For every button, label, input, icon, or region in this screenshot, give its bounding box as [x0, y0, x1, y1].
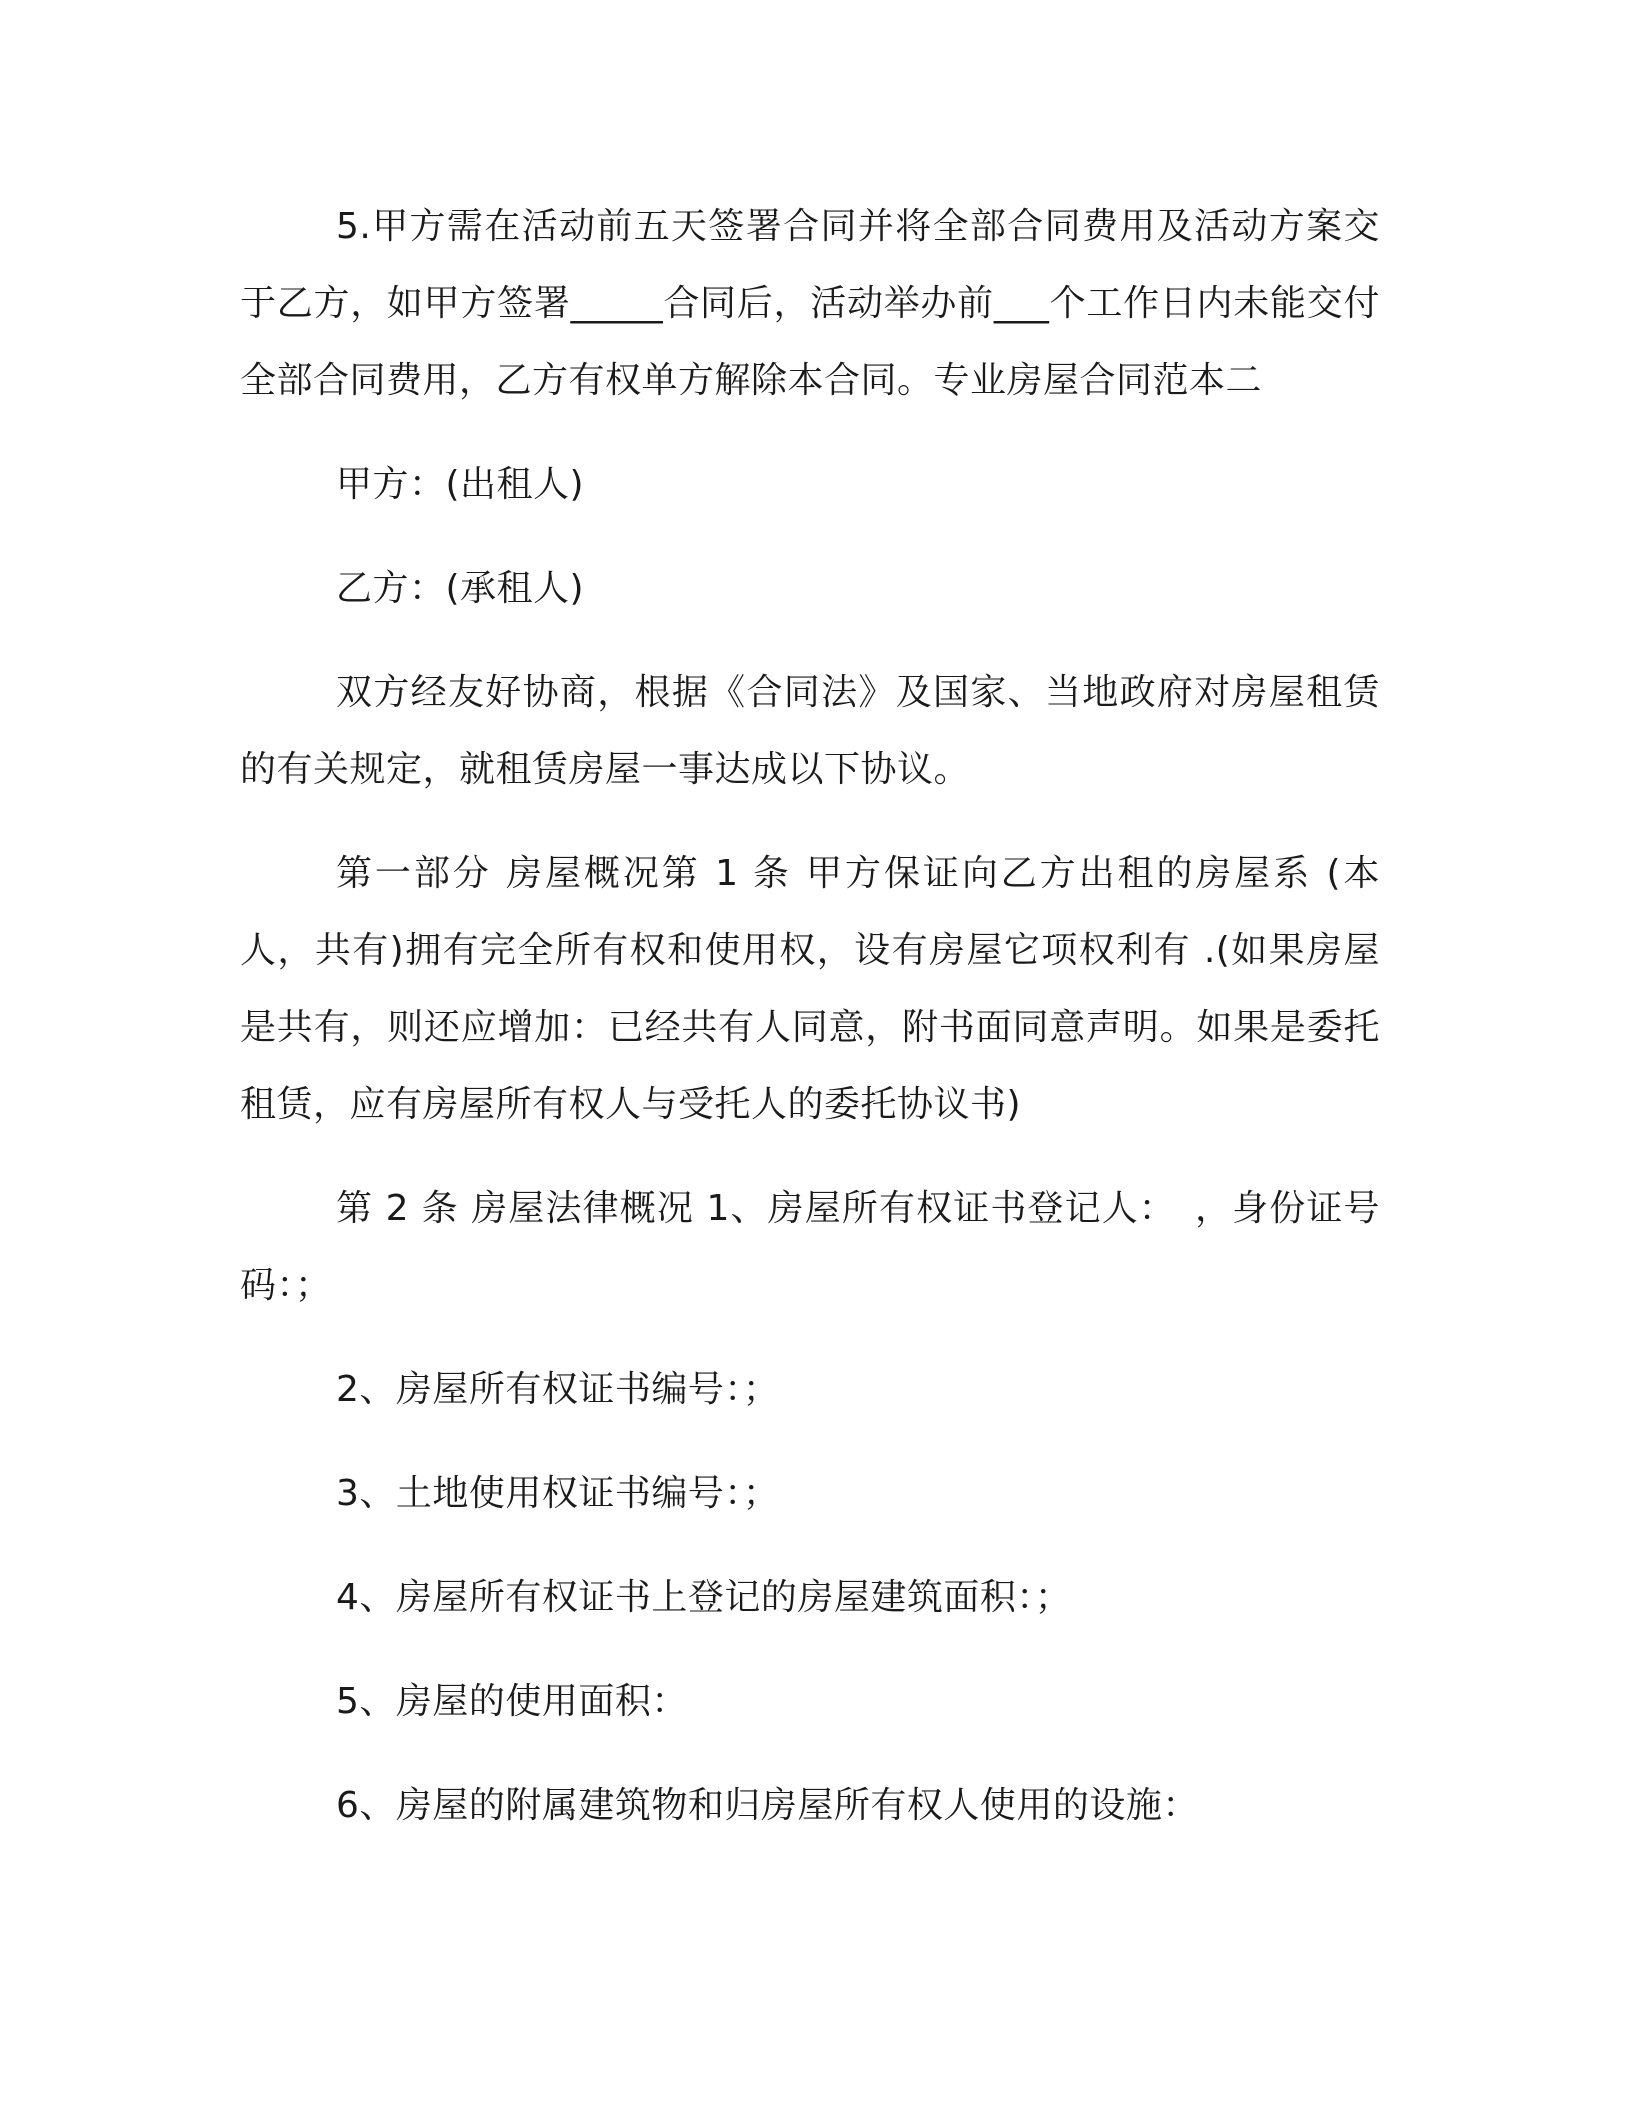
paragraph-article-1: 第一部分 房屋概况第 1 条 甲方保证向乙方出租的房屋系 (本人，共有)拥有完全所有权和使用权，设有房屋它项权利有 .(如果房屋是共有，则还应增加：已经共有人同意，附书面同意声明。如果是委托租赁，应有房屋所有权人与受托人的委托协议书): [240, 853, 1380, 1125]
paragraph-item-2: 2、房屋所有权证书编号：；: [336, 1369, 780, 1410]
paragraph-item-4: 4、房屋所有权证书上登记的房屋建筑面积：；: [336, 1577, 1072, 1618]
paragraph-item-5: 5、房屋的使用面积：: [336, 1681, 688, 1722]
document-body: [240, 188, 1380, 1844]
paragraph-article-2: 第 2 条 房屋法律概况 1、房屋所有权证书登记人： ，身份证号码：；: [240, 1188, 1380, 1306]
paragraph-payment-terms: 5.甲方需在活动前五天签署合同并将全部合同费用及活动方案交于乙方，如甲方签署_____合同后，活动举办前___个工作日内未能交付全部合同费用，乙方有权单方解除本合同。专业房屋合同范本二: [240, 206, 1380, 401]
paragraph-item-3: 3、土地使用权证书编号：；: [336, 1473, 780, 1514]
paragraph-party-b: 乙方：(承租人): [336, 568, 585, 609]
paragraph-item-6: 6、房屋的附属建筑物和归房屋所有权人使用的设施：: [336, 1785, 1199, 1826]
paragraph-party-a: 甲方：(出租人): [336, 464, 585, 505]
paragraph-agreement-intro: 双方经友好协商，根据《合同法》及国家、当地政府对房屋租赁的有关规定，就租赁房屋一事达成以下协议。: [240, 672, 1380, 790]
